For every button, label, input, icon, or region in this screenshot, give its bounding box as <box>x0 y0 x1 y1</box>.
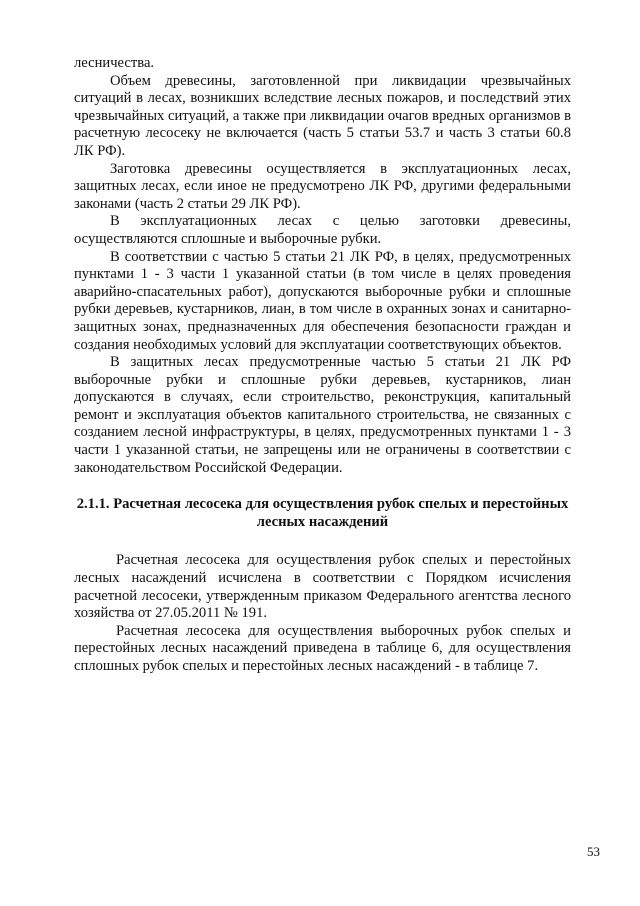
spacer <box>74 531 571 552</box>
paragraph-article-21: В соответствии с частью 5 статьи 21 ЛК РФ, в целях, предусмотренных пунктами 1 - 3 части 1 указанной статьи (в том числе в целях проведения аварийно-спасательных работ), допускаются выборочные рубки и сплошные рубки деревьев, кустарников, лиан, в том числе в охранных зонах и санитарно-защитных зонах, предназначенных для обеспечения безопасности граждан и создания необходимых условий для эксплуатации соответствующих объектов. <box>74 248 571 353</box>
section-heading-line-2: лесных насаждений <box>256 513 389 530</box>
document-page <box>74 55 571 676</box>
section-heading-line-1: 2.1.1. Расчетная лесосека для осуществления рубок спелых и перестойных <box>76 496 569 513</box>
paragraph-calculated-cutting: Расчетная лесосека для осуществления рубок спелых и перестойных лесных насаждений исчислена в соответствии с Порядком исчисления расчетной лесосеки, утвержденным приказом Федерального агентства лесного хозяйства от 27.05.2011 № 191. <box>74 552 571 622</box>
paragraph-protective-forests: В защитных лесах предусмотренные частью 5 статьи 21 ЛК РФ выборочные рубки и сплошные рубки деревьев, кустарников, лиан допускаются в случаях, если строительство, реконструкция, капитальный ремонт и эксплуатация объектов капитального строительства, не связанных с созданием лесной инфраструктуры, в целях, предусмотренных пунктами 1 - 3 части 1 указанной статьи, не запрещены или не ограничены в соответствии с законодательством Российской Федерации. <box>74 354 571 476</box>
section-heading <box>74 496 571 531</box>
paragraph-harvesting-forests: Заготовка древесины осуществляется в эксплуатационных лесах, защитных лесах, если иное не предусмотрено ЛК РФ, другими федеральными законами (часть 2 статьи 29 ЛК РФ). <box>74 160 571 212</box>
paragraph-tables-reference: Расчетная лесосека для осуществления выборочных рубок спелых и перестойных лесных насаждений приведена в таблице 6, для осуществления сплошных рубок спелых и перестойных лесных насаждений - в таблице 7. <box>74 622 571 674</box>
paragraph-exploitation-forests: В эксплуатационных лесах с целью заготовки древесины, осуществляются сплошные и выборочные рубки. <box>74 213 571 247</box>
paragraph-wood-volume: Объем древесины, заготовленной при ликвидации чрезвычайных ситуаций в лесах, возникших вследствие лесных пожаров, и последствий этих чрезвычайных ситуаций, а также при ликвидации очагов вредных организмов в расчетную лесосеку не включается (часть 5 статьи 53.7 и часть 3 статьи 60.8 ЛК РФ). <box>74 72 571 159</box>
page-number: 53 <box>587 844 600 859</box>
paragraph-continuation: лесничества. <box>74 55 155 71</box>
